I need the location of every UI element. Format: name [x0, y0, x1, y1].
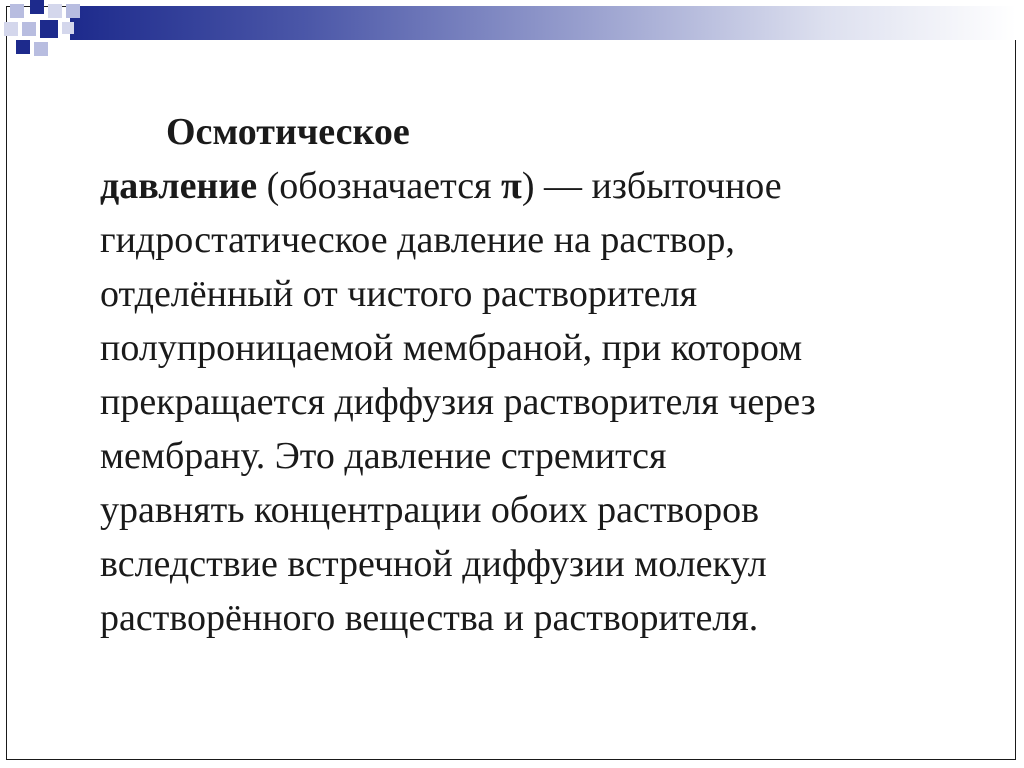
- decor-square: [66, 4, 80, 18]
- pi-symbol: π: [501, 165, 522, 207]
- decor-square: [62, 22, 74, 34]
- header-gradient-bar: [70, 6, 1016, 40]
- paren-after: ) — избыточное: [521, 165, 782, 207]
- decor-square: [22, 22, 36, 36]
- term-line1: Осмотическое: [166, 111, 410, 153]
- body-line: уравнять концентрации обоих растворов: [100, 489, 760, 531]
- decor-square: [4, 22, 18, 36]
- paren-before: (обозначается: [257, 165, 502, 207]
- body-line: вследствие встречной диффузии молекул: [100, 543, 767, 585]
- body-line: прекращается диффузия растворителя через: [100, 381, 816, 423]
- body-line: полупроницаемой мембраной, при котором: [100, 327, 803, 369]
- body-line: гидростатическое давление на раствор,: [100, 219, 735, 261]
- body-line: отделённый от чистого растворителя: [100, 273, 698, 315]
- decor-square: [34, 42, 48, 56]
- term-line2: давление: [100, 165, 258, 207]
- decor-square: [40, 20, 58, 38]
- decorative-squares: [0, 0, 80, 60]
- body-line: мембрану. Это давление стремится: [100, 435, 667, 477]
- decor-square: [16, 40, 30, 54]
- decor-square: [48, 4, 62, 18]
- decor-square: [30, 0, 44, 14]
- decor-square: [10, 4, 24, 18]
- body-line: растворённого вещества и растворителя.: [100, 597, 759, 639]
- definition-paragraph: [100, 105, 980, 645]
